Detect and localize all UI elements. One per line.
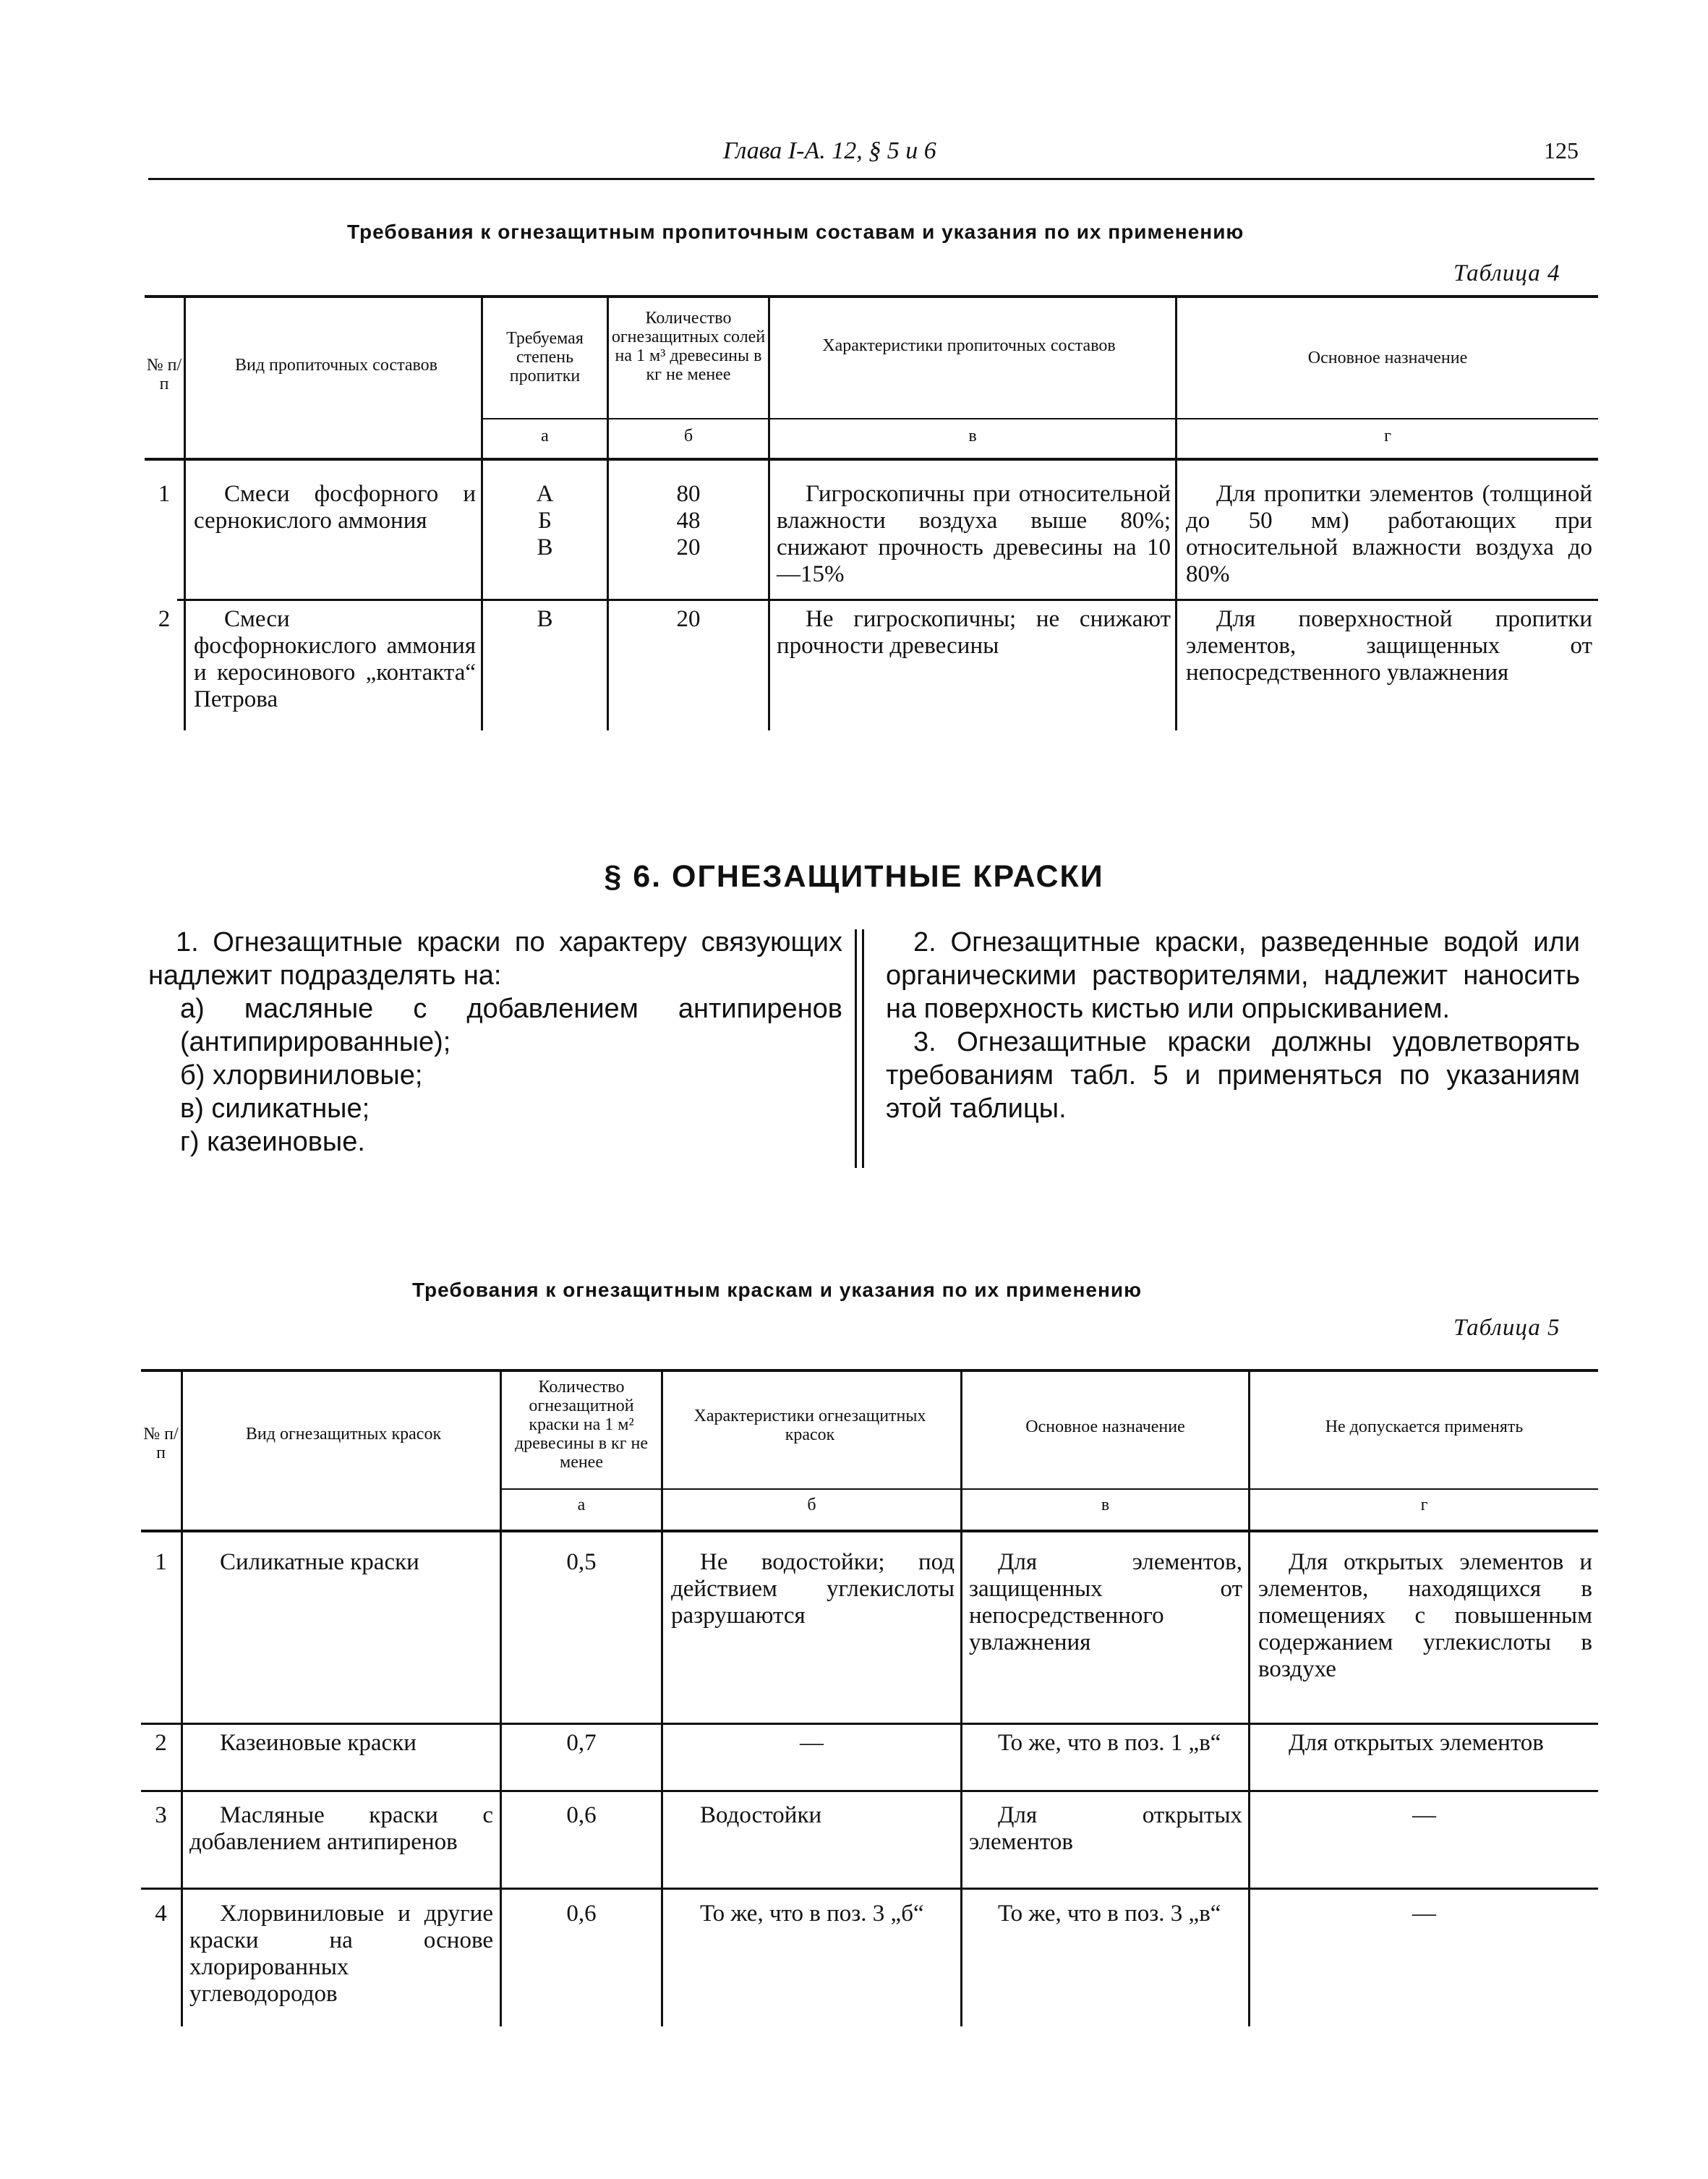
list-item: г) казеиновые. <box>180 1127 365 1157</box>
section-title: § 6. ОГНЕЗАЩИТНЫЕ КРАСКИ <box>604 859 1104 894</box>
table5-row4-chars: То же, что в поз. 3 „б“ <box>700 1901 924 1927</box>
table4-header-rule <box>145 458 1598 461</box>
table5-caption: Требования к огнезащитным краскам и указания по их применению <box>412 1279 1143 1301</box>
table5-row3-num: 3 <box>155 1802 167 1828</box>
table5-head-forbidden: Не допускается применять <box>1325 1417 1524 1436</box>
table4-head-qty: Количество огнезащитных солей на 1 м³ древесины в кг не менее <box>611 309 766 384</box>
table5-col-divider <box>661 1372 663 2026</box>
table4-col-divider <box>768 297 770 730</box>
section-left-column <box>148 926 842 1159</box>
section-right-column <box>886 926 1580 1125</box>
table4-row1-chars: Гигроскопичны при относительной влажности воздуха выше 80%; снижают прочность древесины на 10—15% <box>777 481 1171 587</box>
table5-header-rule <box>141 1530 1598 1532</box>
table4-row2-qty: 20 <box>676 606 701 632</box>
table5-row-rule <box>141 1723 1598 1725</box>
table4-row-rule <box>177 599 1598 601</box>
table4-row1-num: 1 <box>158 481 171 507</box>
table5-head-chars: Характеристики огнезащитных красок <box>693 1407 926 1444</box>
table5-top-rule <box>141 1369 1598 1372</box>
table5-row1-purpose: Для элементов, защищенных от непосредственного увлажнения <box>969 1549 1242 1655</box>
list-item: а) масляные с добавлением антипиренов (антипирированные); <box>180 994 842 1057</box>
table5-row3-forbidden: — <box>1412 1802 1436 1828</box>
table5-row1-num: 1 <box>155 1549 167 1575</box>
table4-row2-chars: Не гигроскопичны; не снижают прочности древесины <box>777 606 1171 659</box>
table5-sub-b: б <box>807 1496 816 1514</box>
table4-head-degree: Требуемая степень пропитки <box>506 329 584 385</box>
table4-head-type: Вид пропиточных составов <box>234 356 438 375</box>
table4-top-rule <box>145 295 1598 298</box>
table5-row4-qty: 0,6 <box>566 1901 597 1927</box>
table4-header-midrule <box>483 418 1598 419</box>
section-para-1: 1. Огнезащитные краски по характеру связующих надлежит подразделять на: <box>148 927 842 991</box>
table4-label: Таблица 4 <box>1453 260 1560 286</box>
table4-sub-g: г <box>1384 427 1391 445</box>
table5-row1-chars: Не водостойки; под действием углекислоты разрушаются <box>671 1549 955 1629</box>
table4-row2-purpose: Для поверхностной пропитки элементов, защищенных от непосредственного увлажнения <box>1186 606 1592 686</box>
table5-row3-type: Масляные краски с добавлением антипиренов <box>189 1802 493 1855</box>
table4-head-purpose: Основное назначение <box>1307 349 1468 367</box>
table4-row1-purpose: Для пропитки элементов (толщиной до 50 мм) работающих при относительной влажности воздуха до 80% <box>1186 481 1592 587</box>
table5-row4-purpose: То же, что в поз. 3 „в“ <box>998 1901 1221 1927</box>
table5-row2-type: Казеиновые краски <box>220 1730 417 1756</box>
table5-row4-type: Хлорвиниловые и другие краски на основе хлорированных углеводородов <box>189 1901 493 2007</box>
table5-row1-qty: 0,5 <box>566 1549 597 1575</box>
table5-row2-purpose: То же, что в поз. 1 „в“ <box>998 1730 1221 1756</box>
table4-row2-degree: В <box>537 606 553 632</box>
table4-sub-a: а <box>541 427 549 445</box>
column-divider <box>862 929 864 1168</box>
table5-head-type: Вид огнезащитных красок <box>245 1425 442 1444</box>
table5-row1-type: Силикатные краски <box>220 1549 419 1575</box>
table5-row3-chars: Водостойки <box>700 1802 822 1828</box>
table5-row2-num: 2 <box>155 1730 167 1756</box>
header-rule <box>148 178 1594 180</box>
table5-row-rule <box>141 1790 1598 1792</box>
table5-sub-v: в <box>1101 1496 1110 1514</box>
column-divider <box>855 929 857 1168</box>
table5-row3-purpose: Для открытых элементов <box>969 1802 1242 1855</box>
page-number: 125 <box>1544 137 1579 163</box>
table5-row2-forbidden: Для открытых элементов <box>1289 1730 1544 1756</box>
table4-row1-qty: 80 48 20 <box>676 481 701 560</box>
table5-row4-num: 4 <box>155 1901 167 1927</box>
table4-sub-v: в <box>968 427 977 445</box>
binder-type-list <box>148 992 842 1159</box>
table4-row1-type: Смеси фосфорного и сернокислого аммония <box>194 481 476 534</box>
table5-col-divider <box>1248 1372 1250 2026</box>
table5-row2-qty: 0,7 <box>566 1730 597 1756</box>
section-para-2: 2. Огнезащитные краски, разведенные водой или органическими растворителями, надлежит наносить на поверхность кистью или опрыскиванием. <box>886 927 1580 1024</box>
table4-row1-degree: А Б В <box>536 481 554 560</box>
table5-sub-a: а <box>577 1496 586 1514</box>
table4-sub-b: б <box>683 427 693 445</box>
table4-row2-num: 2 <box>158 606 171 632</box>
table5-head-num: № п/п <box>143 1425 179 1462</box>
table5-label: Таблица 5 <box>1453 1315 1560 1341</box>
table4-row2-type: Смеси фосфорнокислого аммония и керосинового „контакта“ Петрова <box>194 606 476 712</box>
table4-col-divider <box>184 297 186 730</box>
table5-row-rule <box>141 1888 1598 1890</box>
list-item: в) силикатные; <box>180 1093 370 1124</box>
table5-row4-forbidden: — <box>1412 1901 1436 1927</box>
table5-header-midrule <box>502 1488 1598 1490</box>
table5-col-divider <box>960 1372 962 2026</box>
table5-sub-g: г <box>1420 1496 1428 1514</box>
table4-caption: Требования к огнезащитным пропиточным составам и указания по их применению <box>347 221 1244 243</box>
table4-head-num: № п/п <box>146 356 182 393</box>
section-para-3: 3. Огнезащитные краски должны удовлетворять требованиям табл. 5 и применяться по указаниям этой таблицы. <box>886 1027 1580 1124</box>
table5-row3-qty: 0,6 <box>566 1802 597 1828</box>
table5-col-divider <box>181 1372 183 2026</box>
table5-head-qty: Количество огнезащитной краски на 1 м² древесины в кг не менее <box>514 1378 649 1472</box>
table5-row2-chars: — <box>800 1730 824 1756</box>
running-head-title: Глава I-А. 12, § 5 и 6 <box>723 137 936 164</box>
table5-head-purpose: Основное назначение <box>1025 1417 1185 1436</box>
table4-head-chars: Характеристики пропиточных составов <box>822 336 1116 355</box>
list-item: б) хлорвиниловые; <box>180 1060 423 1091</box>
table5-row1-forbidden: Для открытых элементов и элементов, находящихся в помещениях с повышенным содержанием углекислоты в воздухе <box>1258 1549 1592 1682</box>
